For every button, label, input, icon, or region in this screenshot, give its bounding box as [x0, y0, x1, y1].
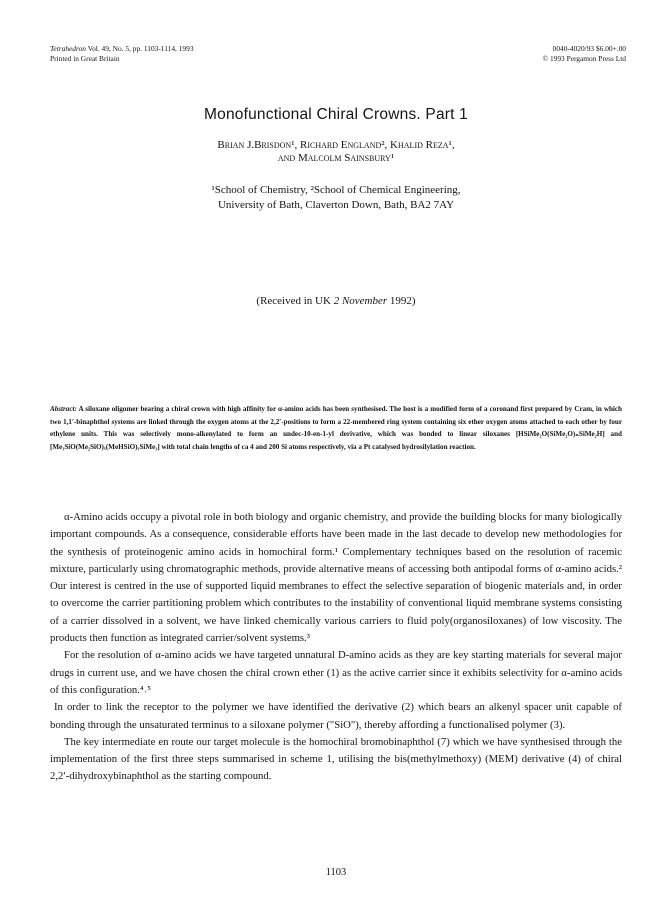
- journal-header-right: [543, 44, 627, 64]
- issn-price: 0040-4020/93 $6.00+.00: [552, 44, 626, 53]
- affiliations: [0, 183, 672, 213]
- paragraph-1: α-Amino acids occupy a pivotal role in both biology and organic chemistry, and provide the building blocks for many biologically important compounds. As a consequence, considerable efforts have been made in the last decade to develop new methodologies for the synthesis of proteinogenic amino acids in homochiral form.¹ Complementary techniques based on the resolution of racemic mixture, particularly using chromatographic methods, provide alternative means of accessing both antipodal forms of α-amino acids.² Our interest is centred in the use of supported liquid membranes to effect the selective separation of biogenic materials and, in order to overcome the carrier partitioning problem which contributes to the instability of conventional liquid membrane systems consisting of a carrier dissolved in a solvent, we have linked chemically various carriers to fluid poly(organosiloxanes) of low viscosity. The products then function as integrated carrier/solvent systems.³: [50, 511, 622, 645]
- journal-name: Tetrahedron: [50, 44, 86, 53]
- journal-citation: [50, 44, 194, 54]
- journal-header-left: [50, 44, 194, 64]
- body-text: [50, 509, 622, 786]
- authors-line-1: Brian J.Brisdon¹, Richard England², Khalid Reza¹,: [217, 139, 455, 151]
- copyright: © 1993 Pergamon Press Ltd: [542, 54, 626, 63]
- affiliation-line-1: ¹School of Chemistry, ²School of Chemical Engineering,: [211, 184, 461, 196]
- citation-details: Vol. 49, No. 5, pp. 1103-1114, 1993: [86, 44, 194, 53]
- paragraph-3: In order to link the receptor to the polymer we have identified the derivative (2) which bears an alkenyl spacer unit capable of bonding through the unsaturated terminus to a siloxane polymer ("SiO"), thereby affording a functionalised polymer (3).: [50, 701, 622, 731]
- abstract-label: Abstract:: [50, 405, 77, 413]
- abstract: [50, 403, 622, 453]
- abstract-text: A siloxane oligomer bearing a chiral crown with high affinity for α-amino acids has been synthesised. The host is a modified form of a coronand first prepared by Cram, in which two 1,1′-binaphthol systems are linked through the oxygen atoms at the 2,2′-positions to form a 22-membered ring system containing six ether oxygen atoms attached to each other by four ethylene units. This was selectively mono-alkenylated to form an undec-10-en-1-yl derivative, which was bonded to linear siloxanes [HSiMe₂O(SiMe₂O)ₙSiMe₂H] and [Me₃SiO(Me₂SiO)ₓ(MeHSiO)ᵧSiMe₃] with total chain lengths of ca 4 and 200 Si atoms respectively, via a Pt catalysed hydrosilylation reaction.: [50, 405, 622, 451]
- paragraph-2: For the resolution of α-amino acids we have targeted unnatural D-amino acids as they are key starting materials for several major drugs in current use, and we have chosen the chiral crown ether (1) as the active carrier since it exhibits selectivity for α-amino acids of this configuration.⁴˒⁵: [50, 649, 622, 696]
- received-suffix: 1992): [387, 295, 416, 307]
- author-list: [0, 139, 672, 165]
- page-number: 1103: [325, 867, 347, 878]
- received-prefix: (Received in UK: [256, 295, 334, 307]
- paper-title: Monofunctional Chiral Crowns. Part 1: [204, 106, 468, 123]
- received-date: [0, 295, 672, 307]
- printed-in: Printed in Great Britain: [50, 54, 120, 63]
- authors-line-2: and Malcolm Sainsbury¹: [277, 152, 395, 164]
- affiliation-line-2: University of Bath, Claverton Down, Bath, BA2 7AY: [217, 199, 455, 211]
- paragraph-4: The key intermediate en route our target molecule is the homochiral bromobinaphthol (7) which we have synthesised through the implementation of the first three steps summarised in scheme 1, utilising the bis(methylmethoxy) (MEM) derivative (4) of chiral 2,2′-dihydroxybinaphthol as the starting compound.: [50, 735, 622, 783]
- received-date-value: 2 November: [333, 295, 388, 307]
